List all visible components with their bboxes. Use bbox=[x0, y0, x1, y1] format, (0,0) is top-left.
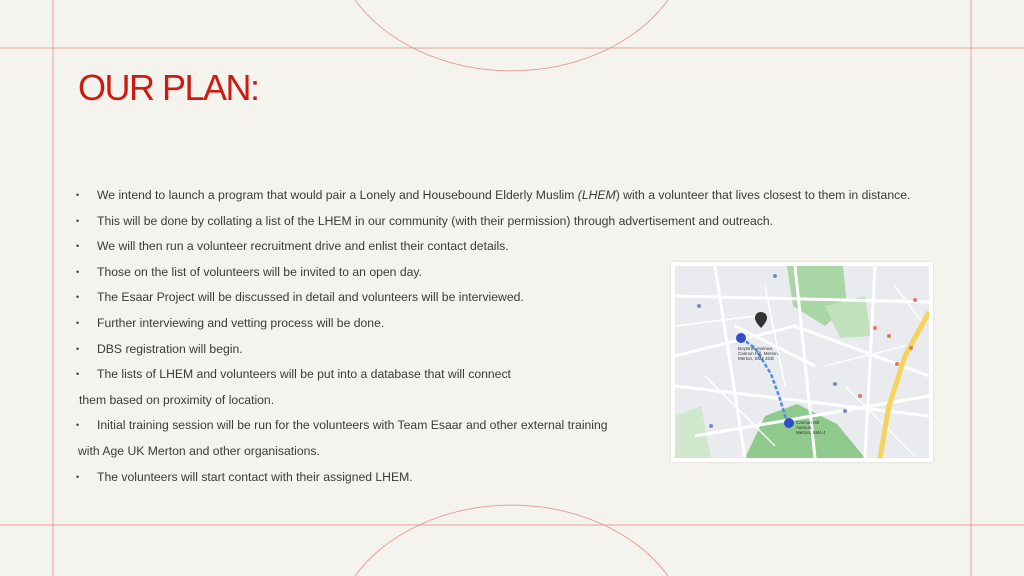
bullet-marker: • bbox=[76, 292, 80, 303]
bullet-marker: • bbox=[76, 317, 80, 328]
list-item-text: Initial training session will be run for the volunteers with Team Esaar and other external training bbox=[97, 418, 608, 433]
list-item-text: DBS registration will begin. bbox=[97, 341, 243, 356]
slide-title: OUR PLAN: bbox=[78, 67, 259, 108]
bullet-marker: • bbox=[76, 241, 80, 252]
frame-arc-bottom bbox=[355, 505, 668, 576]
list-item-text: We will then run a volunteer recruitment drive and enlist their contact details. bbox=[97, 239, 509, 254]
list-item-text: The volunteers will start contact with their assigned LHEM. bbox=[97, 469, 413, 484]
list-item-text: The lists of LHEM and volunteers will be put into a database that will connect bbox=[97, 367, 511, 382]
list-item-text: with Age UK Merton and other organisations. bbox=[78, 443, 320, 458]
list-item bbox=[72, 184, 972, 210]
list-item-text: Further interviewing and vetting process will be done. bbox=[97, 315, 385, 330]
list-item-text: Those on the list of volunteers will be invited to an open day. bbox=[97, 264, 422, 279]
list-item bbox=[72, 210, 972, 236]
list-item-text: We intend to launch a program that would pair a Lonely and Housebound Elderly Muslim bbox=[97, 188, 578, 202]
bullet-marker: • bbox=[76, 266, 80, 277]
bullet-marker: • bbox=[76, 190, 80, 200]
bullet-marker: • bbox=[76, 343, 80, 354]
list-item-text: The Esaar Project will be discussed in detail and volunteers will be interviewed. bbox=[97, 290, 524, 305]
list-item-text-tail: ) with a volunteer that lives closest to them in distance. bbox=[615, 188, 911, 202]
bullet-marker: • bbox=[76, 369, 80, 380]
bullet-marker: • bbox=[76, 420, 80, 431]
end-marker-icon bbox=[784, 418, 794, 428]
frame-arc-top bbox=[355, 0, 668, 71]
end-marker-label: Cannon Hill Avenue, Merton, SM4 4 bbox=[796, 420, 826, 435]
start-marker-icon bbox=[736, 333, 746, 343]
list-item-text: This will be done by collating a list of the LHEM in our community (with their permission) through advertisement and outreach. bbox=[97, 213, 774, 228]
bullet-marker: • bbox=[76, 215, 80, 226]
bullet-marker: • bbox=[76, 471, 80, 482]
route-map-image bbox=[671, 262, 933, 462]
start-marker-label: Boystree Avenue, Cannon Hill, Merton, Merton, SM4 4DD bbox=[738, 346, 780, 361]
list-item bbox=[72, 235, 972, 261]
list-item bbox=[72, 466, 972, 492]
route-map bbox=[675, 266, 929, 458]
lhem-abbreviation: (LHEM bbox=[577, 188, 616, 202]
list-item-text: them based on proximity of location. bbox=[79, 392, 275, 407]
